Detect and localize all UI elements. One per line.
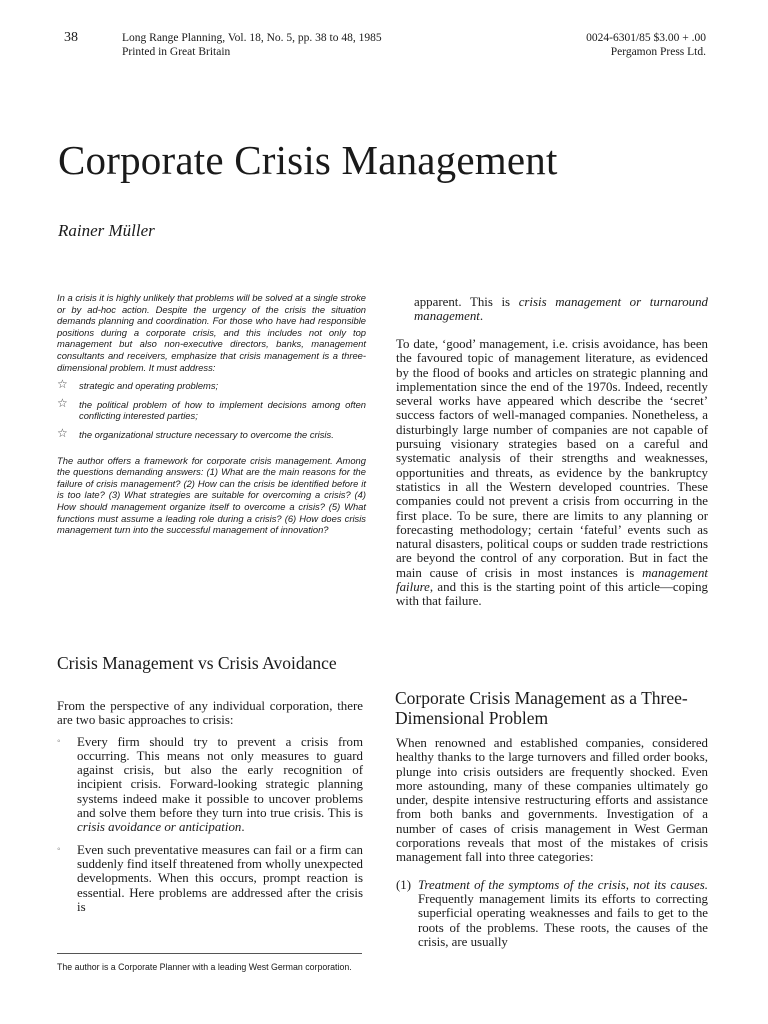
abstract — [57, 292, 366, 536]
footnote: The author is a Corporate Planner with a leading West German corporation. — [57, 962, 352, 972]
abstract-bullet-text: the organizational structure necessary to overcome the crisis. — [79, 428, 334, 440]
bullet-icon: ◦ — [57, 843, 61, 855]
approach-text: Every firm should try to prevent a crisis from occurring. This means not only measures to guard against crisis, but also the early recognition of incipient crisis. Forward-looking strategic planning systems indeed make it possible to uncover problems and solve them before they turn into true crisis. This is — [77, 734, 363, 821]
publisher-name: Pergamon Press Ltd. — [610, 46, 706, 58]
approach-item — [57, 735, 363, 835]
bullet-icon: ◦ — [57, 735, 61, 747]
body-paragraph: When renowned and established companies, considered healthy thanks to the large turnovers and filled order books, plunge into crisis outsiders are frequently shocked. Even more astounding, many of these companies ultimately go under, despite intensive restructuring efforts and assistance from both banks and governments. Investigation of a number of cases of crisis management in West German corporations reveals that most of the mistakes of crisis management fall into three categories: — [396, 736, 708, 865]
abstract-closing: The author offers a framework for corporate crisis management. Among the questions demanding answers: (1) What are the main reasons for the failure of crisis management? (2) How can the crisis be identified before it is too late? (3) What strategies are suitable for overcoming a crisis? (4) How should management organize itself to overcome a crisis? (5) What functions must assume a leading role during a crisis? (6) How does crisis management turn into the successful management of innovation? — [57, 454, 366, 536]
right-column-body — [396, 736, 708, 949]
abstract-bullet-text: the political problem of how to implement decisions among often conflicting interested parties; — [79, 398, 366, 422]
approach-item — [57, 843, 363, 914]
item-text: Frequently management limits its efforts to correcting superficial operating weaknesses and fails to get to the roots of the problems. These roots, the causes of the crisis, are usually — [418, 891, 708, 949]
abstract-bullet — [57, 395, 366, 422]
abstract-bullet — [57, 377, 366, 392]
abstract-bullet-text: strategic and operating problems; — [79, 380, 219, 392]
abstract-intro: In a crisis it is highly unlikely that problems will be solved at a single stroke or by ad-hoc action. Despite the urgency of the crisis the situation demands planning and coordination. For those who have had responsible positions during a corporate crisis, and this includes not only top management but also non-executive directors, banks, management consultants and receivers, emphasize that crisis management is a three-dimensional problem. It must address: — [57, 292, 366, 373]
continuation-emphasis: crisis management or turnaround management — [414, 295, 708, 324]
journal-citation — [122, 31, 382, 59]
abstract-bullet-list — [57, 377, 366, 440]
continuation-paragraph — [396, 295, 708, 324]
journal-citation-line: Long Range Planning, Vol. 18, No. 5, pp. 38 to 48, 1985 — [122, 32, 382, 44]
approach-list — [57, 735, 363, 915]
approach-text: Even such preventative measures can fail or a firm can suddenly find itself threatened from wholly unexpected developments. When this occurs, prompt reaction is essential. Here problems are addressed after the crisis is — [77, 842, 363, 914]
body-paragraph: From the perspective of any individual corporation, there are two basic approaches to crisis: — [57, 699, 363, 728]
section-heading-crisis-avoidance: Crisis Management vs Crisis Avoidance — [57, 653, 337, 673]
abstract-bullet — [57, 425, 366, 441]
item-emphasis: Treatment of the symptoms of the crisis, not its causes. — [418, 877, 708, 892]
author-name: Rainer Müller — [58, 221, 155, 240]
article-title: Corporate Crisis Management — [58, 137, 558, 183]
issn-price-line: 0024-6301/85 $3.00 + .00 — [586, 32, 706, 44]
approach-emphasis: crisis avoidance or anticipation — [77, 820, 242, 835]
paragraph-end: , and this is the starting point of this article—coping with that failure. — [396, 580, 708, 609]
section-heading-three-dimensional: Corporate Crisis Management as a Three-Dimensional Problem — [395, 688, 688, 728]
right-column-continuation — [396, 295, 708, 324]
continuation-text: apparent. This is — [414, 295, 519, 309]
paragraph-text: To date, ‘good’ management, i.e. crisis avoidance, has been the favoured topic of management literature, as evidenced by the flood of books and articles on strategic planning and implementation since the end of the 1970s. Indeed, recently several works have appeared which describe the ‘secret’ success factors of well-managed companies. Nonetheless, a disturbingly large number of companies are not capable of pursuing visionary strategies based on a careful and systematic analysis of their strengths and weaknesses, opportunities and threats, as evidence by the bankruptcy statistics in all the Western developed countries. These companies could not prevent a crisis from occurring in the first place. To be sure, there are limits to any planning or forecasting methodology; certain ‘fateful’ events such as natural disasters, political coups or sudden trade restrictions are beyond the control of any corporation. But in fact the main cause of crisis in most instances is — [396, 337, 708, 580]
continuation-end: . — [479, 309, 484, 324]
star-icon: ☆ — [57, 377, 68, 392]
left-column-body — [57, 699, 363, 922]
item-number: (1) — [396, 877, 412, 892]
star-icon: ☆ — [57, 425, 68, 440]
page-number: 38 — [64, 30, 78, 45]
right-column-paragraph — [396, 337, 708, 609]
approach-end: . — [241, 820, 245, 835]
star-icon: ☆ — [57, 395, 68, 410]
journal-printed-line: Printed in Great Britain — [122, 46, 231, 58]
publisher-info — [586, 31, 706, 59]
footnote-divider — [57, 953, 362, 954]
numbered-item — [396, 878, 708, 949]
body-paragraph — [396, 337, 708, 609]
paragraph-emphasis: management failure — [396, 565, 708, 595]
